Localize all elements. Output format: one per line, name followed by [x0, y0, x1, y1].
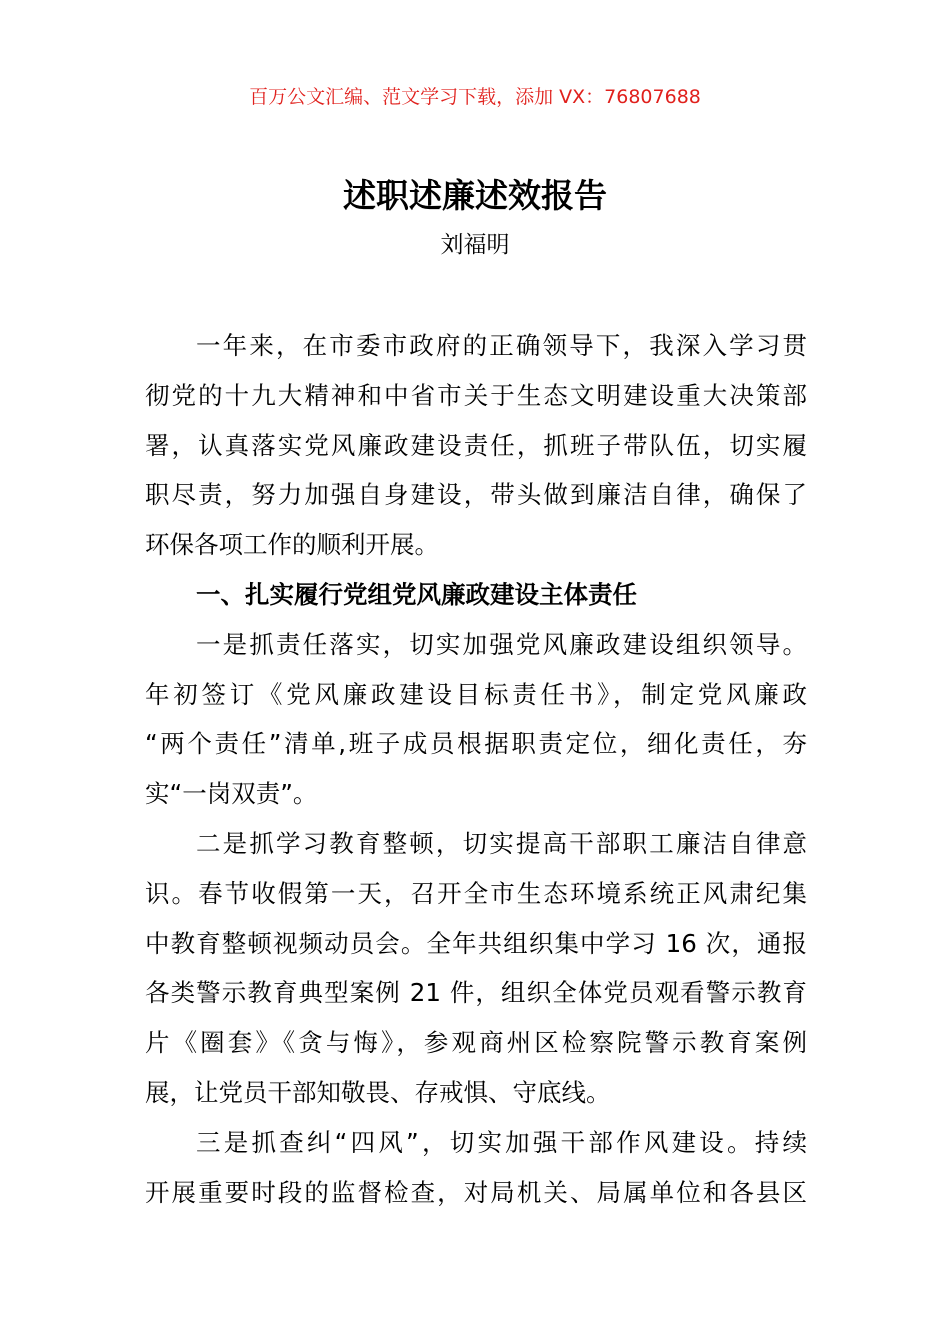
paragraph-line: 一是抓责任落实，切实加强党风廉政建设组织领导。 [196, 629, 807, 659]
paragraph-line: 三是抓查纠“四风”，切实加强干部作风建设。持续 [196, 1127, 807, 1157]
watermark-header: 百万公文汇编、范文学习下载，添加 VX：76807688 [249, 86, 701, 108]
paragraph-line: “两个责任”清单,班子成员根据职责定位，细化责任，夯 [145, 729, 807, 759]
paragraph-line: 中教育整顿视频动员会。全年共组织集中学习 16 次，通报 [145, 928, 807, 958]
paragraph-line: 彻党的十九大精神和中省市关于生态文明建设重大决策部 [145, 380, 807, 410]
paragraph-line: 署，认真落实党风廉政建设责任，抓班子带队伍，切实履 [145, 430, 807, 460]
paragraph-line: 一年来，在市委市政府的正确领导下，我深入学习贯 [196, 331, 807, 360]
paragraph-line: 环保各项工作的顺利开展。 [145, 530, 439, 560]
document-title: 述职述廉述效报告 [343, 176, 607, 215]
paragraph-line: 片《圈套》《贪与悔》，参观商州区检察院警示教育案例 [145, 1028, 807, 1058]
paragraph-line: 职尽责，努力加强自身建设，带头做到廉洁自律，确保了 [145, 480, 807, 510]
paragraph-line: 识。春节收假第一天，召开全市生态环境系统正风肃纪集 [145, 878, 807, 908]
paragraph-line: 年初签订《党风廉政建设目标责任书》，制定党风廉政 [145, 679, 807, 709]
paragraph-line: 展，让党员干部知敬畏、存戒惧、守底线。 [145, 1077, 611, 1107]
paragraph-line: 实“一岗双责”。 [145, 779, 318, 809]
paragraph-line: 开展重要时段的监督检查，对局机关、局属单位和各县区 [145, 1177, 807, 1207]
paragraph-line: 各类警示教育典型案例 21 件，组织全体党员观看警示教育 [145, 978, 807, 1008]
section-heading: 一、扎实履行党组党风廉政建设主体责任 [196, 579, 637, 609]
paragraph-line: 二是抓学习教育整顿，切实提高干部职工廉洁自律意 [196, 828, 807, 858]
document-body [145, 321, 807, 1217]
document-author: 刘福明 [440, 232, 510, 258]
